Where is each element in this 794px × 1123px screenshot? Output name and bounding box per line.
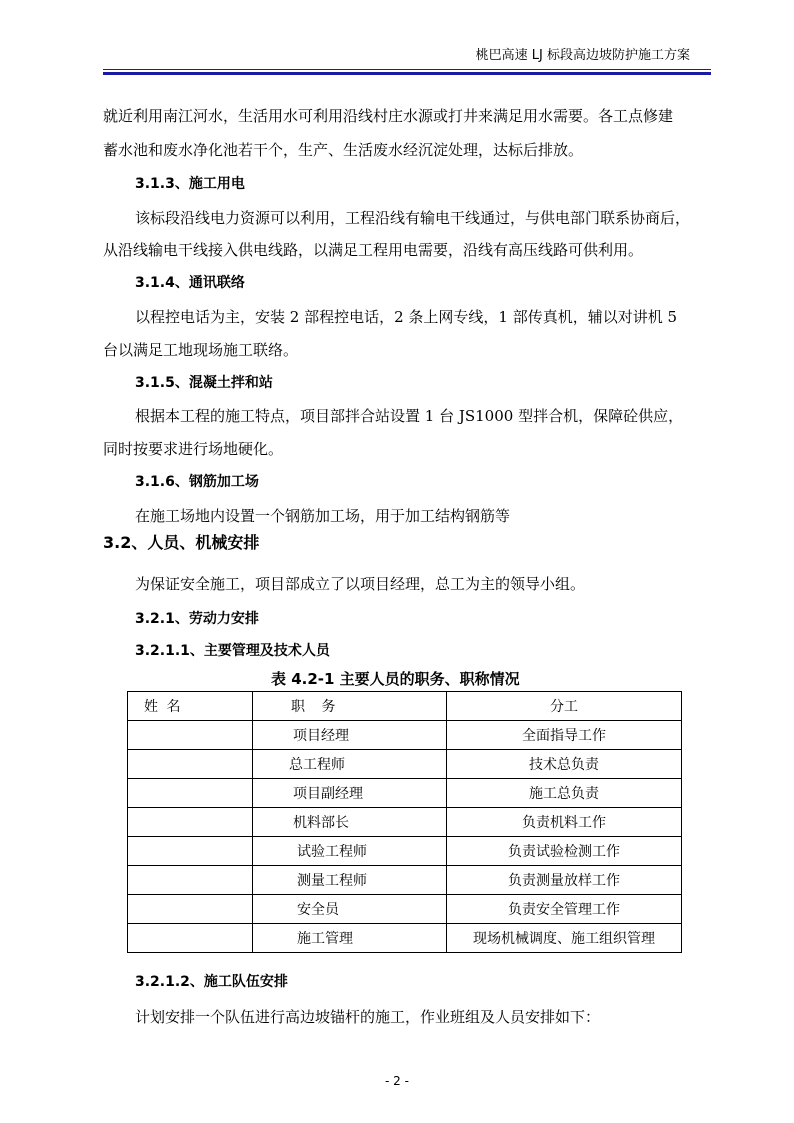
table-row bbox=[128, 721, 682, 750]
table-row bbox=[128, 750, 682, 779]
section-heading-3-1-5: 3.1.5、混凝土拌和站 bbox=[135, 375, 273, 391]
table-row bbox=[128, 866, 682, 895]
cell-name bbox=[128, 779, 253, 808]
header-title: 桃巴高速 LJ 标段高边坡防护施工方案 bbox=[475, 48, 690, 63]
cell-role: 全面指导工作 bbox=[447, 721, 682, 750]
table-row bbox=[128, 924, 682, 953]
cell-name bbox=[128, 895, 253, 924]
table-row bbox=[128, 837, 682, 866]
paragraph-line: 以程控电话为主，安装 2 部程控电话，2 条上网专线，1 部传真机，辅以对讲机 5 bbox=[135, 308, 678, 326]
table-header-row bbox=[128, 692, 682, 721]
paragraph-line: 同时按要求进行场地硬化。 bbox=[103, 440, 284, 458]
cell-role: 现场机械调度、施工组织管理 bbox=[447, 924, 682, 953]
page-number: - 2 - bbox=[385, 1074, 409, 1088]
paragraph-line: 从沿线输电干线接入供电线路，以满足工程用电需要，沿线有高压线路可供利用。 bbox=[103, 241, 644, 259]
header-rule-thin bbox=[103, 69, 711, 70]
paragraph-line: 为保证安全施工，项目部成立了以项目经理，总工为主的领导小组。 bbox=[135, 575, 586, 593]
staff-table bbox=[127, 691, 682, 953]
paragraph-line: 计划安排一个队伍进行高边坡锚杆的施工，作业班组及人员安排如下： bbox=[135, 1008, 601, 1026]
cell-role: 负责机料工作 bbox=[447, 808, 682, 837]
section-heading-3-2-1-1: 3.2.1.1、主要管理及技术人员 bbox=[135, 643, 330, 659]
cell-position: 项目经理 bbox=[253, 721, 447, 750]
cell-position: 安全员 bbox=[253, 895, 447, 924]
paragraph-line: 该标段沿线电力资源可以利用，工程沿线有输电干线通过，与供电部门联系协商后， bbox=[135, 209, 691, 227]
cell-position: 总工程师 bbox=[253, 750, 447, 779]
section-heading-3-1-6: 3.1.6、钢筋加工场 bbox=[135, 474, 259, 490]
section-heading-3-1-3: 3.1.3、施工用电 bbox=[135, 176, 245, 192]
header-role: 分工 bbox=[447, 692, 682, 721]
cell-role: 技术总负责 bbox=[447, 750, 682, 779]
cell-role: 负责安全管理工作 bbox=[447, 895, 682, 924]
cell-role: 施工总负责 bbox=[447, 779, 682, 808]
cell-name bbox=[128, 750, 253, 779]
cell-name bbox=[128, 808, 253, 837]
cell-position: 测量工程师 bbox=[253, 866, 447, 895]
paragraph-line: 蓄水池和废水净化池若干个，生产、生活废水经沉淀处理，达标后排放。 bbox=[103, 141, 584, 159]
cell-name bbox=[128, 837, 253, 866]
paragraph-line: 就近利用南江河水，生活用水可利用沿线村庄水源或打井来满足用水需要。各工点修建 bbox=[103, 107, 674, 125]
paragraph-line: 在施工场地内设置一个钢筋加工场，用于加工结构钢筋等 bbox=[135, 507, 511, 525]
header-position: 职 务 bbox=[253, 692, 447, 721]
cell-position: 试验工程师 bbox=[253, 837, 447, 866]
section-heading-3-2-1: 3.2.1、劳动力安排 bbox=[135, 611, 259, 627]
section-heading-3-2-1-2: 3.2.1.2、施工队伍安排 bbox=[135, 974, 288, 990]
cell-position: 施工管理 bbox=[253, 924, 447, 953]
section-heading-3-1-4: 3.1.4、通讯联络 bbox=[135, 275, 245, 291]
paragraph-line: 台以满足工地现场施工联络。 bbox=[103, 341, 299, 359]
cell-position: 项目副经理 bbox=[253, 779, 447, 808]
header-rule-thick bbox=[103, 72, 711, 75]
table-row bbox=[128, 895, 682, 924]
section-heading-3-2: 3.2、人员、机械安排 bbox=[103, 533, 260, 552]
table-row bbox=[128, 779, 682, 808]
cell-name bbox=[128, 721, 253, 750]
paragraph-line: 根据本工程的施工特点，项目部拌合站设置 1 台 JS1000 型拌合机，保障砼供应， bbox=[135, 407, 684, 425]
table-row bbox=[128, 808, 682, 837]
table-caption: 表 4.2-1 主要人员的职务、职称情况 bbox=[271, 670, 520, 688]
cell-position: 机料部长 bbox=[253, 808, 447, 837]
cell-name bbox=[128, 866, 253, 895]
cell-role: 负责测量放样工作 bbox=[447, 866, 682, 895]
cell-role: 负责试验检测工作 bbox=[447, 837, 682, 866]
header-name: 姓 名 bbox=[128, 692, 253, 721]
cell-name bbox=[128, 924, 253, 953]
